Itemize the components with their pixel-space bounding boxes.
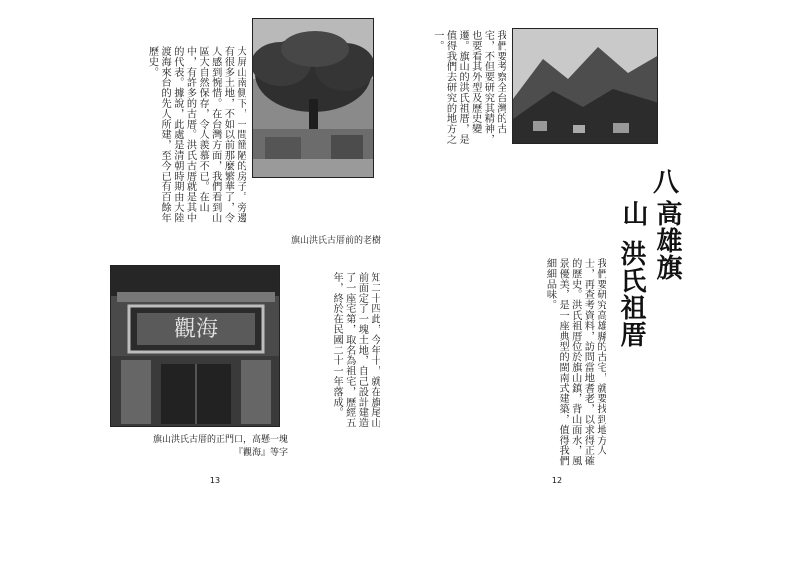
gate-photo	[110, 265, 280, 427]
left-page-number: 13	[209, 476, 221, 485]
chapter-number: 八	[652, 168, 679, 198]
right-page-number: 12	[551, 476, 563, 485]
gate-photo-drawing	[111, 266, 280, 427]
mountain-photo	[512, 28, 658, 144]
right-page	[402, 0, 702, 561]
chapter-title-line2: 洪氏祖厝	[616, 240, 646, 348]
gate-photo-caption-line2: 『觀海』等字	[233, 448, 288, 458]
right-page-upper-text: 我們要考察全台灣的古宅，不但要研究其精神，也要看其外型及歷史變遷。旗山的洪氏祖厝，是值得我們去研究的地方之一。	[431, 30, 506, 145]
gate-photo-caption-line1: 旗山洪氏古厝的正門口，高懸一塊	[152, 435, 288, 445]
chapter-title-line1: 高雄旗山	[618, 200, 682, 281]
mountain-photo-drawing	[513, 29, 658, 144]
left-page	[92, 0, 398, 561]
left-page-upper-text: 大屏山南側下，一間簡陋的房子。旁邊有很多土地，不如以前那麼繁華了，令人感到惋惜。在台灣方面，我們看到山區大自然保存，令人羨慕不已。在山中，有許多的古厝。洪氏古厝就是其中的代表。據說，此處是清朝時期由大陸渡海來台的先人所建，至今已有百餘年歷史。	[146, 46, 246, 223]
tree-photo-caption: 旗山洪氏古厝前的老樹	[290, 236, 381, 246]
gate-plaque-text: 觀海	[173, 317, 219, 342]
right-page-lower-text: 我們要研究高雄縣的古宅，就要找到地方人士，再查考資料，訪問當地耆老，以求得正確的歷史。洪氏祖厝位於旗山鎮，背山面水，風景優美，是一座典型的閩南式建築，值得我們細細品味。	[544, 258, 606, 466]
tree-photo	[252, 18, 374, 178]
tree-photo-drawing	[253, 19, 374, 178]
left-page-lower-text: 知二十四此，今年十，就在旗尾山前面定了一塊土地，自己設計建造了一座宅第，取名為祖宅，歷經五年，終於在民國二十一年落成。	[331, 272, 380, 428]
